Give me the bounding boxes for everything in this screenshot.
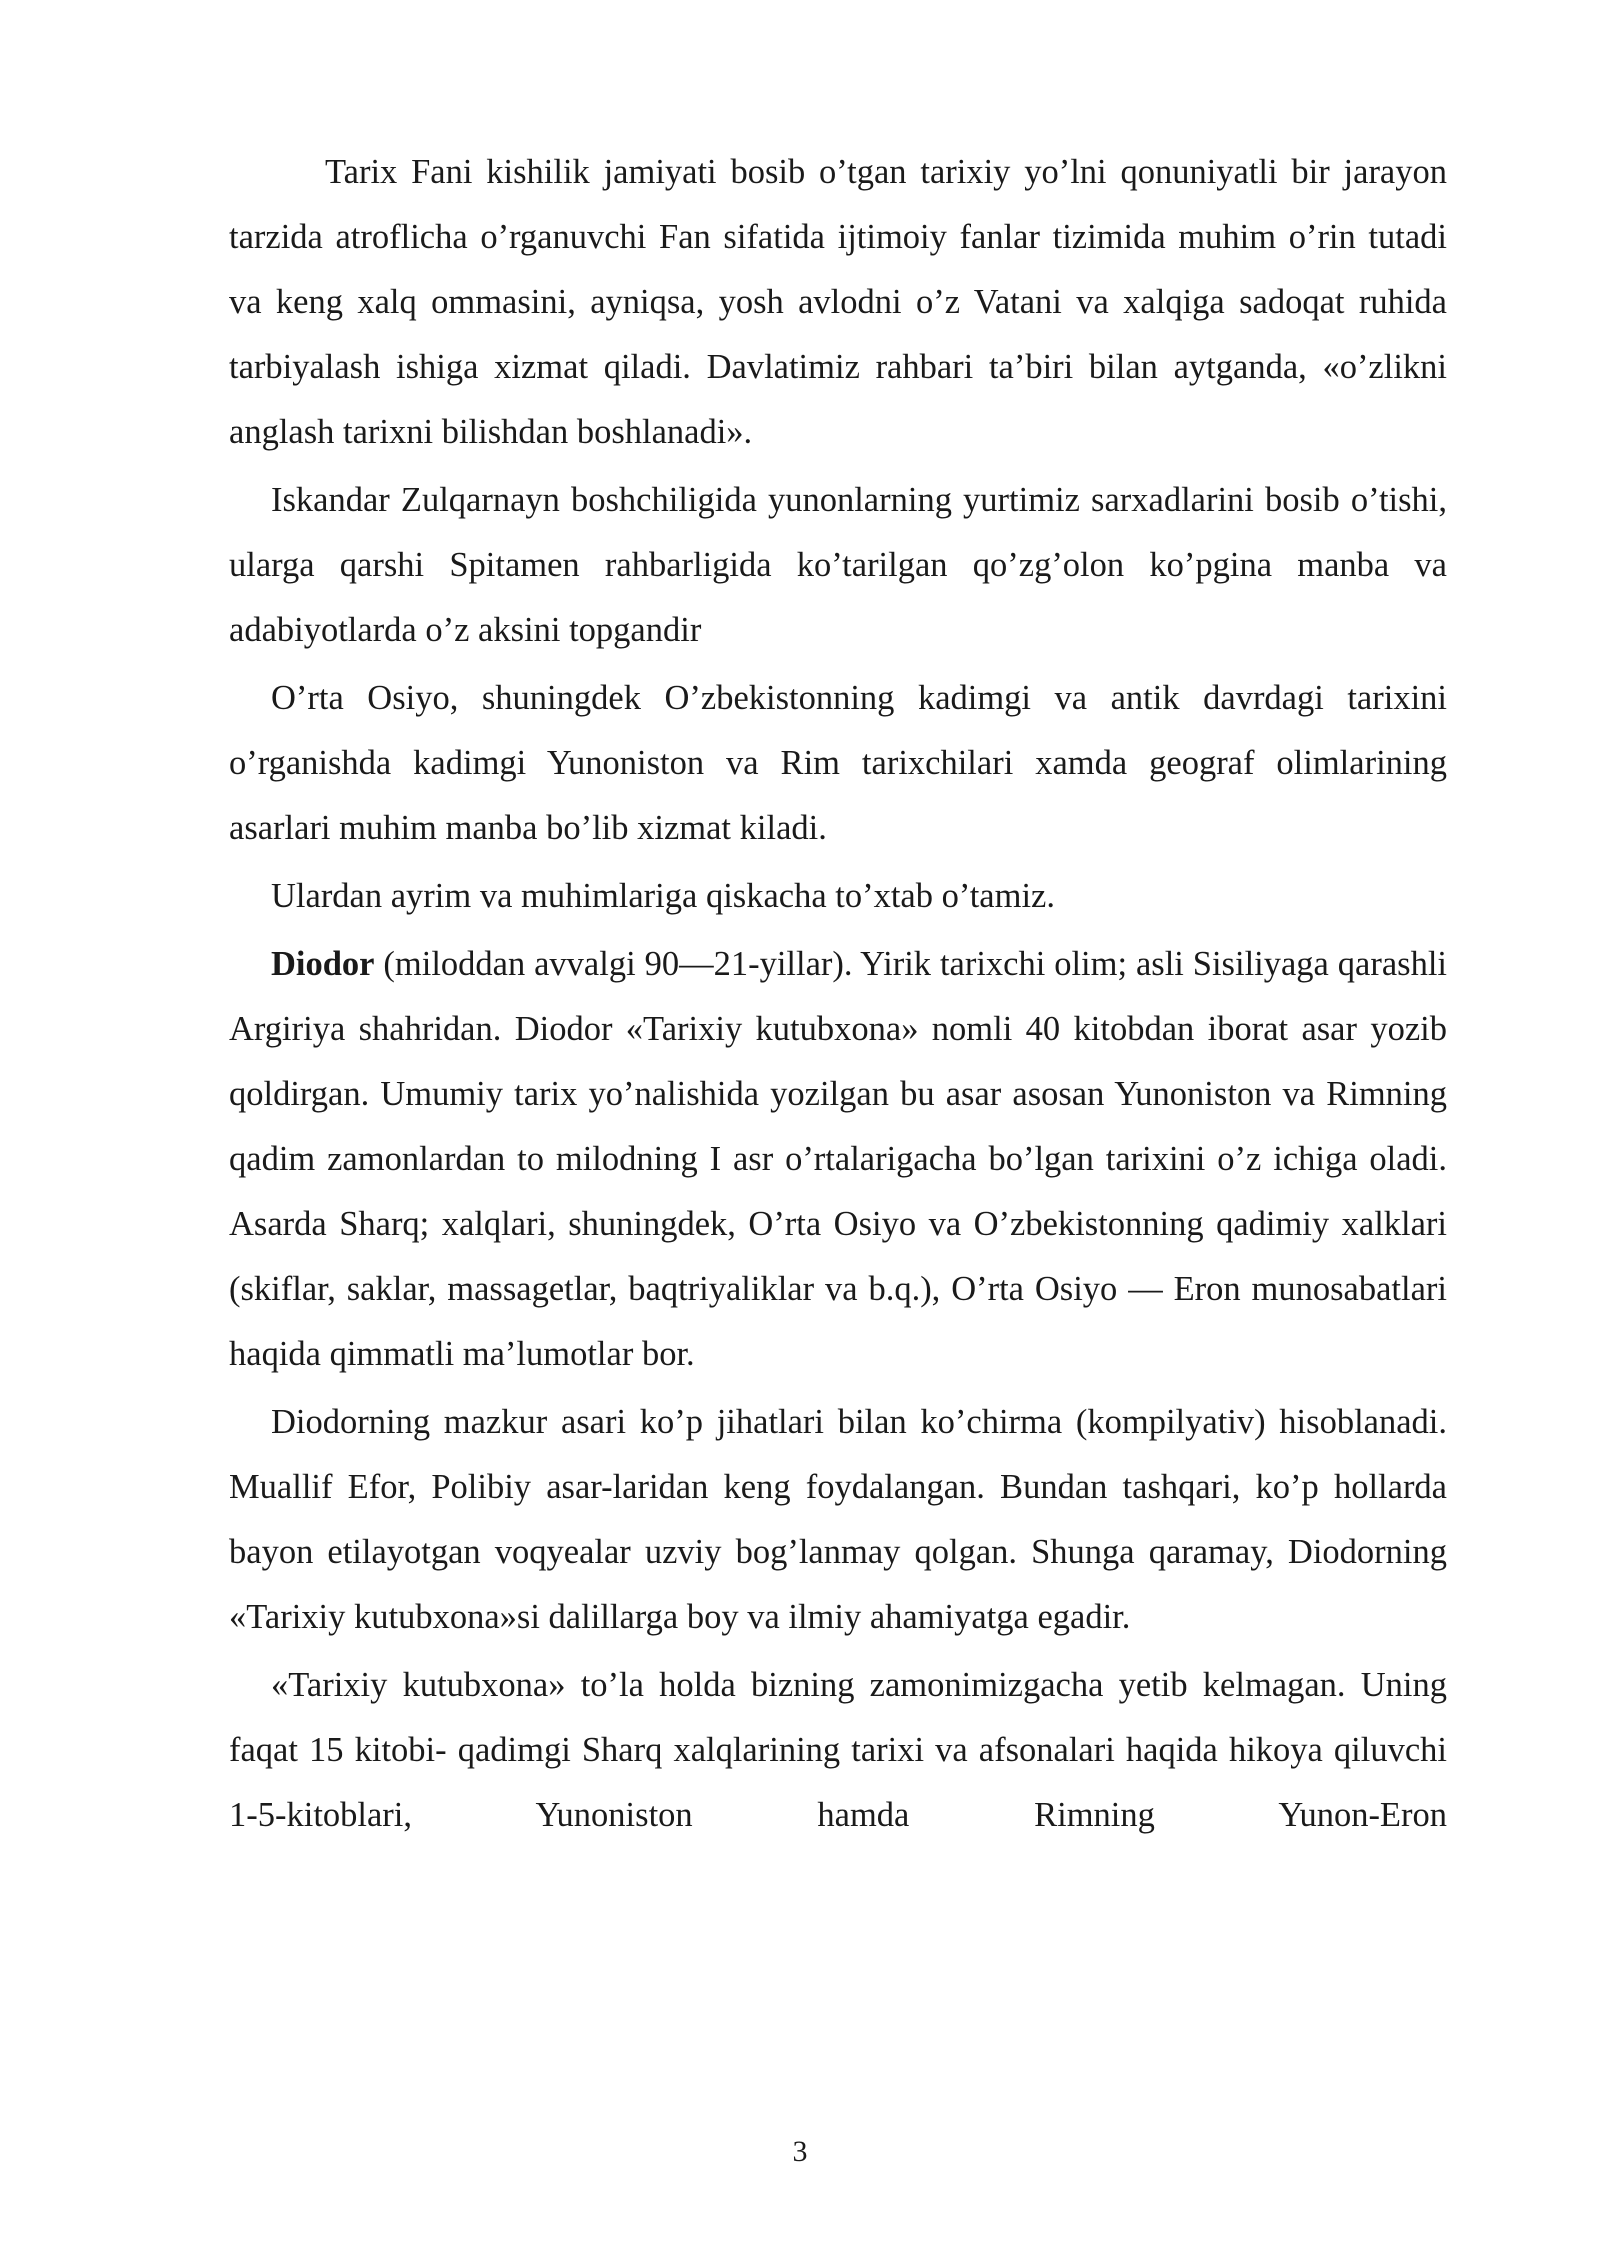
paragraph-diodor-asari: Diodorning mazkur asari ko’p jihatlari bilan ko’chirma (kompilyativ) hisoblanadi. Muallif Efor, Polibiy asar-laridan keng foydalangan. Bundan tashqari, ko’p hollarda bayon etilayotgan voqyealar uzviy bog’lanmay qolgan. Shunga qaramay, Diodorning «Tarixiy kutubxona»si dalillarga boy va ilmiy ahamiyatga egadir. (229, 1403, 1447, 1636)
diodor-paragraph-text: (miloddan avvalgi 90—21-yillar). Yirik tarixchi olim; asli Sisiliyaga qarashli Argiriya shahridan. Diodor «Tarixiy kutubxona» nomli 40 kitobdan iborat asar yozib qoldirgan. Umumiy tarix yo’nalishida yozilgan bu asar asosan Yunoniston va Rimning qadim zamonlardan to milodning I asr o’rtalarigacha bo’lgan tarixini o’z ichiga oladi. Asarda Sharq; xalqlari, shuningdek, O’rta Osiyo va O’zbekistonning qadimiy xalklari (skiflar, saklar, massagetlar, baqtriyaliklar va b.q.), O’rta Osiyo — Eron munosabatlari haqida qimmatli ma’lumotlar bor. (229, 945, 1447, 1373)
paragraph-intro: Tarix Fani kishilik jamiyati bosib o’tgan tarixiy yo’lni qonuniyatli bir jarayon tarzida atroflicha o’rganuvchi Fan sifatida ijtimoiy fanlar tizimida muhim o’rin tutadi va keng xalq ommasini, ayniqsa, yosh avlodni o’z Vatani va xalqiga sadoqat ruhida tarbiyalash ishiga xizmat qiladi. Davlatimiz rahbari ta’biri bilan aytganda, «o’zlikni anglash tarixni bilishdan boshlanadi». (229, 153, 1447, 451)
paragraph-tarixiy-kutubxona: «Tarixiy kutubxona» to’la holda bizning zamonimizgacha yetib kelmagan. Uning faqat 15 kitobi- qadimgi Sharq xalqlarining tarixi va afsonalari haqida hikoya qiluvchi 1-5-kitoblari, Yunoniston hamda Rimning Yunon-Eron (229, 1666, 1447, 1834)
page-number: 3 (792, 2135, 808, 2168)
paragraph-iskandar: Iskandar Zulqarnayn boshchiligida yunonlarning yurtimiz sarxadlarini bosib o’tishi, ularga qarshi Spitamen rahbarligida ko’tarilgan qo’zg’olon ko’pgina manba va adabiyotlarda o’z aksini topgandir (229, 481, 1447, 649)
document-page (229, 140, 1447, 1848)
diodor-heading-bold: Diodor (271, 945, 375, 983)
paragraph-diodor (229, 932, 1447, 1387)
paragraph-ulardan: Ulardan ayrim va muhimlariga qiskacha to’xtab o’tamiz. (271, 877, 1055, 915)
paragraph-orta-osiyo: O’rta Osiyo, shuningdek O’zbekistonning kadimgi va antik davrdagi tarixini o’rganishda kadimgi Yunoniston va Rim tarixchilari xamda geograf olimlarining asarlari muhim manba bo’lib xizmat kiladi. (229, 679, 1447, 847)
